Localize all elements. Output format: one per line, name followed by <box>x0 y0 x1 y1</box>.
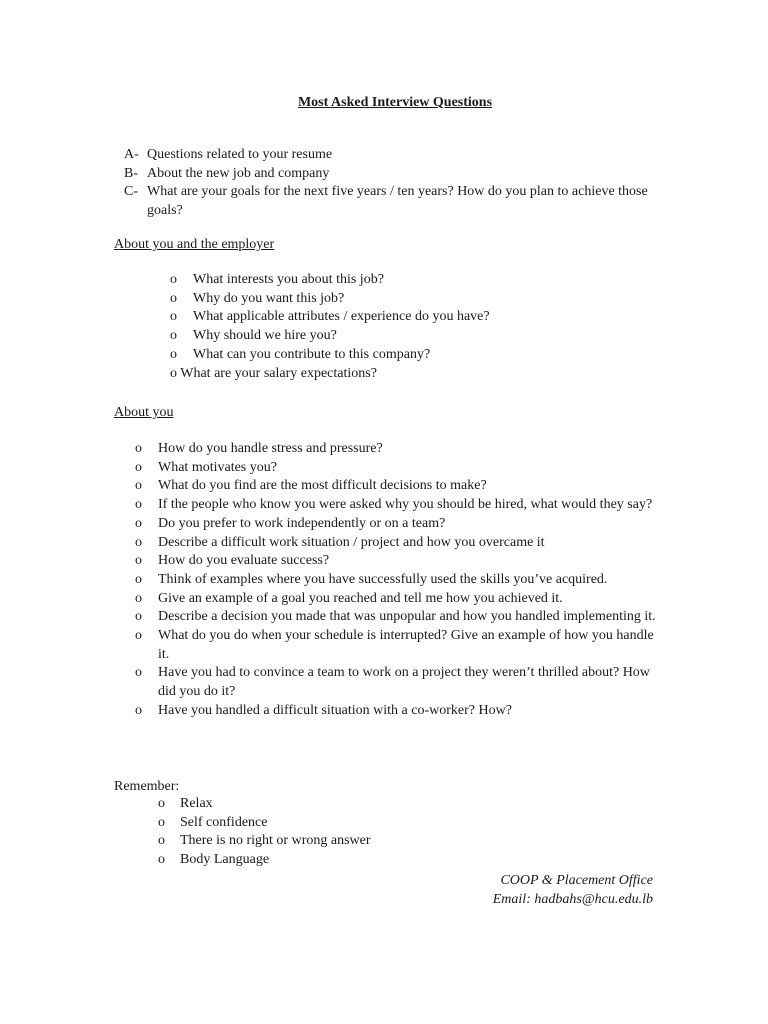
list-item <box>170 346 650 365</box>
question-text: Describe a difficult work situation / project and how you overcame it <box>158 534 545 550</box>
bullet-icon: o <box>170 346 177 362</box>
bullet-icon: o <box>158 814 165 830</box>
bullet-icon: o <box>158 833 165 849</box>
list-item <box>170 308 650 327</box>
list-marker: C- <box>124 184 138 200</box>
question-text: Describe a decision you made that was unpopular and how you handled implementing it. <box>158 609 656 625</box>
remember-list <box>158 795 458 870</box>
bullet-icon: o <box>135 609 142 625</box>
list-item <box>135 627 665 664</box>
bullet-icon: o <box>158 796 165 811</box>
list-item <box>158 832 458 851</box>
list-item <box>135 515 665 534</box>
tip-text: Body Language <box>180 852 270 868</box>
question-text: What do you find are the most difficult decisions to make? <box>158 478 487 494</box>
question-text: Give an example of a goal you reached and tell me how you achieved it. <box>158 590 563 606</box>
bullet-icon: o <box>170 328 177 344</box>
section-heading-employer: About you and the employer <box>114 237 275 252</box>
contact-email: Email: hadbahs@hcu.edu.lb <box>492 891 653 907</box>
list-item <box>135 440 665 459</box>
bullet-icon: o <box>170 290 177 306</box>
question-text: How do you handle stress and pressure? <box>158 441 383 456</box>
list-item <box>135 496 665 515</box>
bullet-icon: o <box>158 852 165 868</box>
bullet-icon: o <box>135 665 142 681</box>
question-text: What applicable attributes / experience do you have? <box>193 309 490 325</box>
question-text: Have you handled a difficult situation with a co-worker? How? <box>158 702 512 718</box>
list-item <box>135 477 665 496</box>
tip-text: Relax <box>180 796 213 811</box>
about-you-question-list <box>135 440 665 721</box>
list-item <box>158 814 458 833</box>
bullet-icon: o <box>135 553 142 569</box>
list-item <box>170 290 650 309</box>
employer-question-list <box>170 271 650 383</box>
topic-item <box>118 165 678 184</box>
question-text: What interests you about this job? <box>193 272 384 287</box>
list-item <box>135 459 665 478</box>
topic-list <box>118 146 678 221</box>
list-item <box>135 534 665 553</box>
list-item <box>135 664 665 701</box>
list-item <box>135 590 665 609</box>
list-item <box>135 608 665 627</box>
list-item <box>135 571 665 590</box>
question-text: If the people who know you were asked why you should be hired, what would they say? <box>158 497 653 513</box>
bullet-icon: o <box>135 702 142 718</box>
bullet-icon: o <box>135 590 142 606</box>
tip-text: Self confidence <box>180 814 268 830</box>
bullet-icon: o <box>135 478 142 494</box>
question-text: Why do you want this job? <box>193 290 345 306</box>
topic-text: About the new job and company <box>147 165 330 181</box>
topic-item <box>118 183 678 220</box>
tip-text: There is no right or wrong answer <box>180 833 371 849</box>
bullet-icon: o <box>170 272 177 287</box>
list-item <box>158 795 458 814</box>
section-heading-about-you: About you <box>114 405 174 420</box>
remember-label: Remember: <box>114 779 180 794</box>
question-text: What do you do when your schedule is interrupted? Give an example of how you handle it. <box>158 628 654 662</box>
question-text: How do you evaluate success? <box>158 553 330 569</box>
bullet-icon: o <box>135 441 142 456</box>
question-text: What can you contribute to this company? <box>193 346 431 362</box>
list-item <box>170 327 650 346</box>
question-text: Why should we hire you? <box>193 328 337 344</box>
list-marker: A- <box>124 147 139 162</box>
question-text: Think of examples where you have successfully used the skills you’ve acquired. <box>158 571 608 587</box>
topic-item <box>118 146 678 165</box>
list-item <box>170 365 650 384</box>
bullet-icon: o <box>135 571 142 587</box>
bullet-icon: o <box>135 497 142 513</box>
office-name: COOP & Placement Office <box>500 873 653 888</box>
topic-text: What are your goals for the next five years / ten years? How do you plan to achieve those goals? <box>147 184 648 219</box>
list-marker: B- <box>124 165 138 181</box>
list-item <box>170 271 650 290</box>
bullet-icon: o <box>170 309 177 325</box>
question-text: Have you had to convince a team to work on a project they weren’t thrilled about? How did you do it? <box>158 665 650 700</box>
page-title: Most Asked Interview Questions <box>297 95 493 110</box>
list-item <box>135 552 665 571</box>
bullet-icon: o <box>135 459 142 475</box>
list-item <box>135 702 665 721</box>
question-text: What motivates you? <box>158 459 277 475</box>
bullet-icon: o <box>135 534 142 550</box>
bullet-icon: o <box>135 628 142 644</box>
question-text: o What are your salary expectations? <box>170 365 377 381</box>
list-item <box>158 851 458 870</box>
topic-text: Questions related to your resume <box>147 147 333 162</box>
signature-block <box>493 872 653 909</box>
question-text: Do you prefer to work independently or on a team? <box>158 515 446 531</box>
bullet-icon: o <box>135 515 142 531</box>
